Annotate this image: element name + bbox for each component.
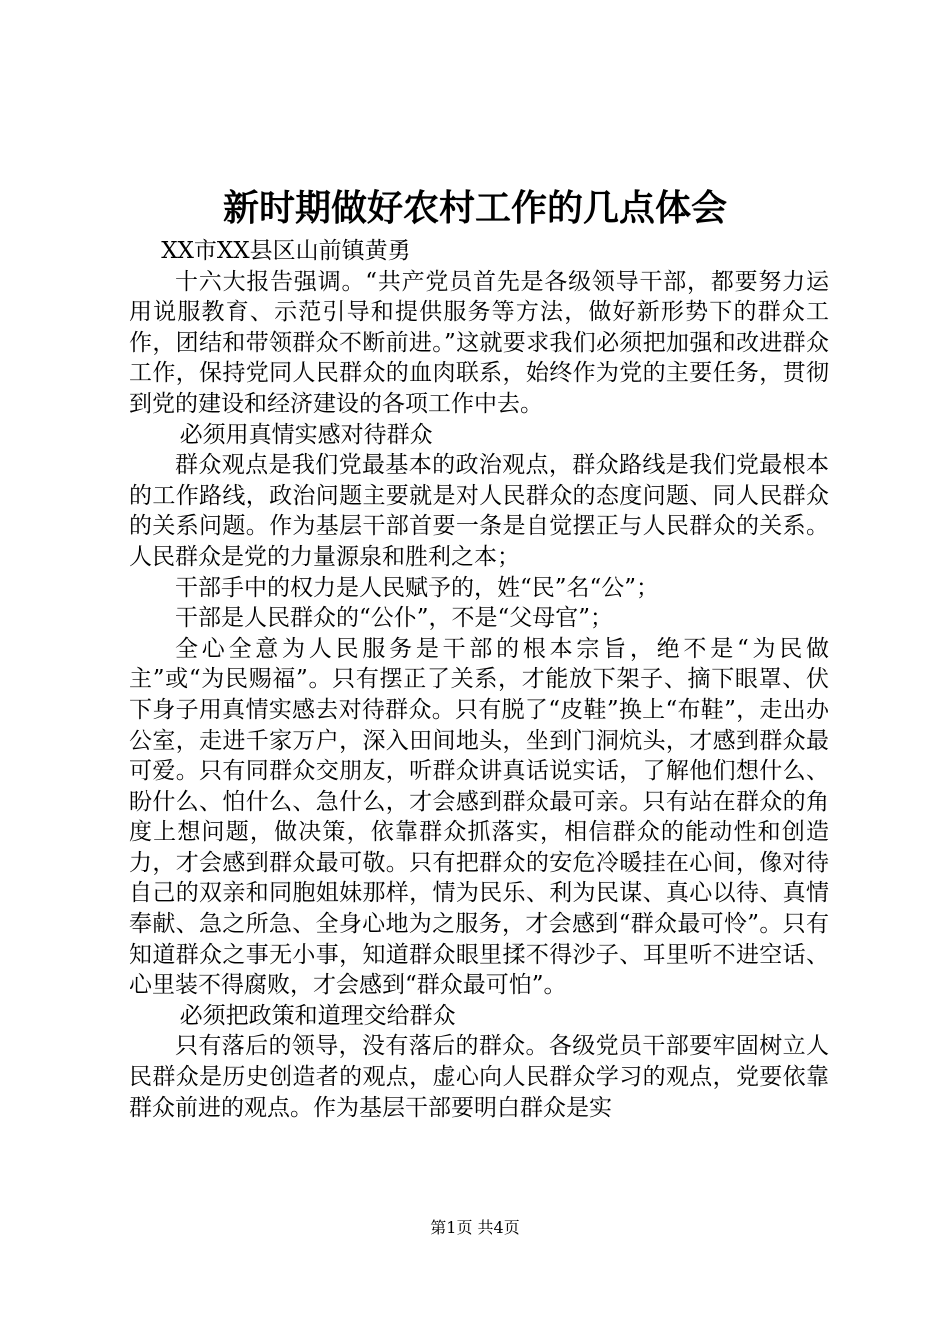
paragraph: 群众观点是我们党最基本的政治观点，群众路线是我们党最根本的工作路线，政治问题主要就是对人民群众的态度问题、同人民群众的关系问题。作为基层干部首要一条是自觉摆正与人民群众的关系。人民群众是党的力量源泉和胜利之本； <box>129 452 829 570</box>
section-heading: 必须用真情实感对待群众 <box>179 421 433 448</box>
paragraph: 干部手中的权力是人民赋予的，姓“民”名“公”； <box>175 574 660 601</box>
author-byline: XX市XX县区山前镇黄勇 <box>161 238 411 264</box>
paragraph: 全心全意为人民服务是干部的根本宗旨，绝不是“为民做主”或“为民赐福”。只有摆正了关系，才能放下架子、摘下眼罩、伏下身子用真情实感去对待群众。只有脱了“皮鞋”换上“布鞋”，走出办公室，走进千家万户，深入田间地头，坐到门洞炕头，才感到群众最可爱。只有同群众交朋友，听群众讲真话说实话，了解他们想什么、盼什么、怕什么、急什么，才会感到群众最可亲。只有站在群众的角度上想问题，做决策，依靠群众抓落实，相信群众的能动性和创造力，才会感到群众最可敬。只有把群众的安危冷暖挂在心间，像对待自己的双亲和同胞姐妹那样，情为民乐、利为民谋、真心以待、真情奉献、急之所急、全身心地为之服务，才会感到“群众最可怜”。只有知道群众之事无小事，知道群众眼里揉不得沙子、耳里听不进空话、心里装不得腐败，才会感到“群众最可怕”。 <box>129 635 829 999</box>
paragraph: 十六大报告强调。“共产党员首先是各级领导干部，都要努力运用说服教育、示范引导和提供服务等方法，做好新形势下的群众工作，团结和带领群众不断前进。”这就要求我们必须把加强和改进群众工作，保持党同人民群众的血肉联系，始终作为党的主要任务，贯彻到党的建设和经济建设的各项工作中去。 <box>129 268 829 417</box>
section-heading: 必须把政策和道理交给群众 <box>179 1002 456 1029</box>
page-footer: 第1页 共4页 <box>430 1218 520 1237</box>
paragraph: 只有落后的领导，没有落后的群众。各级党员干部要牢固树立人民群众是历史创造者的观点，虚心向人民群众学习的观点，党要依靠群众前进的观点。作为基层干部要明白群众是实 <box>129 1033 829 1121</box>
paragraph: 干部是人民群众的“公仆”，不是“父母官”； <box>175 605 614 632</box>
document-title: 新时期做好农村工作的几点体会 <box>222 187 727 229</box>
document-body <box>129 236 829 1123</box>
